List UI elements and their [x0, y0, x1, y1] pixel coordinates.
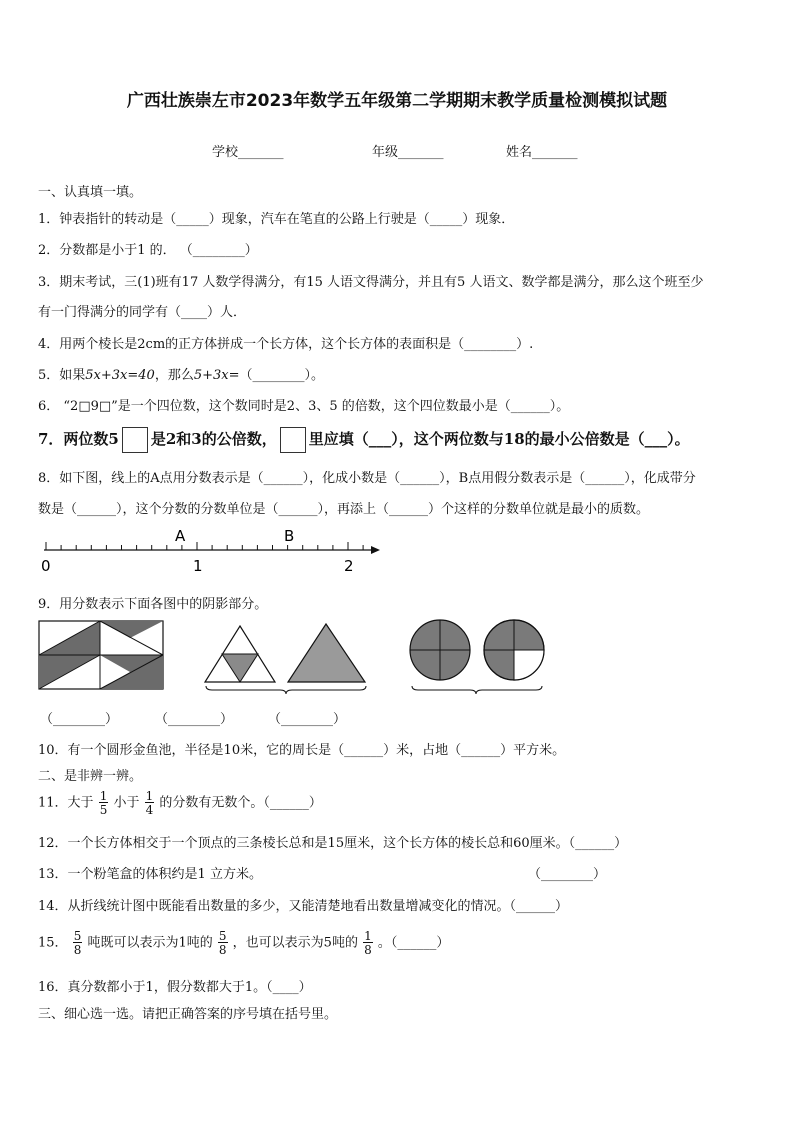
q5-middle: ，那么 [154, 368, 194, 383]
question-15 [38, 930, 449, 956]
school-field[interactable]: 学校_______ [212, 145, 284, 160]
page-title: 广西壮族崇左市2023年数学五年级第二学期期末教学质量检测模拟试题 [126, 91, 668, 111]
fraction-1-8: $\frac{1}{8}$ [364, 929, 372, 957]
section-3-heading: 三、细心选一选。请把正确答案的序号填在括号里。 [38, 1007, 338, 1022]
q11-middle: 小于 [113, 795, 140, 811]
q9-answer-1[interactable]: （________） [40, 712, 119, 727]
q5-blank: （________）。 [239, 368, 325, 383]
question-12: 12．一个长方体相交于一个顶点的三条棱长总和是15厘米，这个长方体的棱长总和60厘米。（______） [38, 836, 628, 851]
section-2-heading: 二、是非辨一辨。 [38, 769, 143, 784]
fraction-1-5: $\frac{1}{5}$ [99, 789, 108, 817]
tick-label-1: 1 [193, 557, 203, 575]
tick-label-0: 0 [41, 557, 51, 575]
digit-box-ref [280, 427, 306, 453]
question-3-line-1: 3．期末考试，三(1)班有17 人数学得满分，有15 人语文得满分，并且有5 人语文、数学都是满分，那么这个班至少 [38, 275, 704, 290]
q7-part-a: 7．两位数5 [38, 430, 119, 448]
question-7 [38, 427, 690, 453]
q15-part-a: 吨既可以表示为1吨的 [87, 935, 213, 951]
fraction-5-8: $\frac{5}{8}$ [73, 929, 82, 957]
q11-suffix: 的分数有无数个。（______） [159, 795, 322, 811]
question-1: 1．钟表指针的转动是（_____）现象，汽车在笔直的公路上行驶是（_____）现象． [38, 212, 515, 227]
q15-part-b: ，也可以表示为5吨的 [232, 935, 358, 951]
q5-equation-1: 5x+3x=40 [85, 368, 155, 383]
q9-answer-2[interactable]: （________） [155, 712, 234, 727]
digit-box[interactable] [122, 427, 148, 453]
question-3-line-2: 有一门得满分的同学有（____）人． [38, 305, 247, 320]
question-8-line-2: 数是（______），这个分数的分数单位是（______），再添上（______）个这样的分数单位就是最小的质数。 [38, 502, 650, 517]
number-line [38, 526, 388, 578]
question-16: 16．真分数都小于1，假分数都大于1。（____） [38, 980, 312, 995]
section-1-heading: 一、认真填一填。 [38, 185, 143, 200]
q5-equation-2: 5+3x= [193, 368, 240, 383]
q15-part-c: 。（______） [377, 935, 450, 951]
question-13: 13．一个粉笔盒的体积约是1 立方米。 [38, 867, 262, 882]
label-a: A [175, 527, 186, 545]
q9-answer-3[interactable]: （________） [268, 712, 347, 727]
question-6: 6． “2□9□”是一个四位数，这个数同时是2、3、5 的倍数，这个四位数最小是（______）。 [38, 399, 570, 414]
name-field[interactable]: 姓名_______ [506, 145, 578, 160]
question-2: 2．分数都是小于1 的． （________） [38, 243, 258, 258]
label-b: B [284, 527, 295, 545]
shaded-triangle [288, 624, 365, 682]
q7-part-c: 里应填（___），这个两位数与18的最小公倍数是（___）。 [308, 430, 690, 448]
question-9: 9．用分数表示下面各图中的阴影部分。 [38, 597, 268, 612]
circles-figure [404, 616, 554, 696]
brace [206, 686, 366, 694]
q7-part-b: 是2和3的公倍数， [150, 430, 277, 448]
question-10: 10．有一个圆形金鱼池，半径是10米，它的周长是（______）米，占地（______）平方米。 [38, 743, 566, 758]
question-5 [38, 364, 324, 383]
question-4: 4．用两个棱长是2cm的正方体拼成一个长方体，这个长方体的表面积是（________）. [38, 337, 534, 352]
q5-prefix: 5．如果 [38, 368, 86, 383]
rectangle-figure [38, 620, 166, 692]
question-11 [38, 790, 322, 816]
tick-label-2: 2 [344, 557, 354, 575]
q11-prefix: 11．大于 [38, 795, 94, 811]
triangles-figure [200, 620, 370, 696]
question-14: 14．从折线统计图中既能看出数量的多少，又能清楚地看出数量增减变化的情况。（______） [38, 899, 569, 914]
brace [412, 686, 542, 694]
fraction-1-4: $\frac{1}{4}$ [145, 789, 154, 817]
fraction-5-8-b: $\frac{5}{8}$ [218, 929, 227, 957]
q13-blank[interactable]: （________） [528, 867, 607, 882]
question-8-line-1: 8．如下图，线上的A点用分数表示是（______），化成小数是（______），B点用假分数表示是（______），化成带分 [38, 471, 696, 486]
grade-field[interactable]: 年级_______ [372, 145, 444, 160]
q15-prefix: 15． [38, 935, 68, 951]
